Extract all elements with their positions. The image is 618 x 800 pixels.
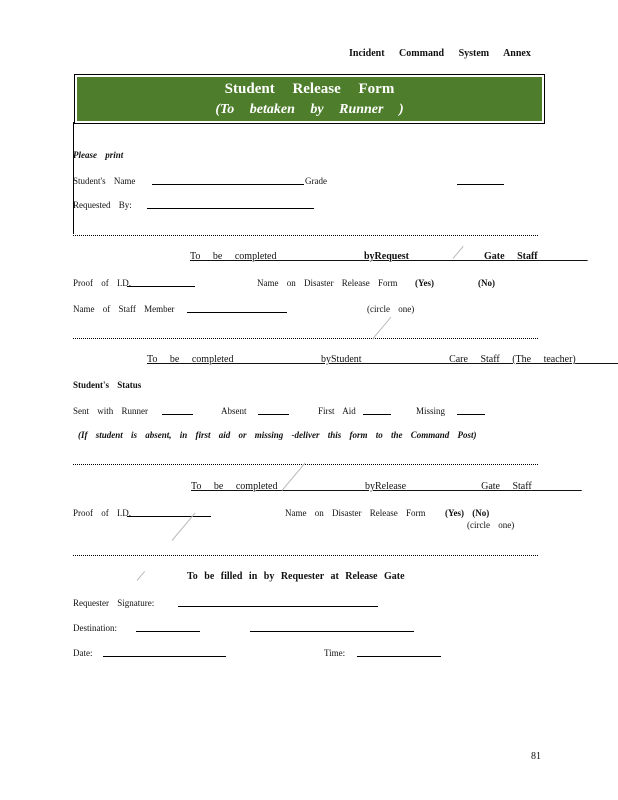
divider-1 [73, 235, 538, 236]
section1-title-c: Gate Staff [484, 251, 538, 262]
section2-title-c: Care Staff (The teacher) [449, 354, 576, 365]
section1-name-on-form-label: Name on Disaster Release Form [257, 278, 398, 288]
please-print-label: Please print [73, 150, 124, 160]
requester-signature-field[interactable] [178, 606, 378, 607]
divider-4 [73, 555, 538, 556]
staff-member-field[interactable] [187, 312, 287, 313]
destination-field-2[interactable] [250, 631, 414, 632]
section1-title-b: byRequest [364, 251, 410, 262]
section1-proof-label: Proof of I.D. [73, 278, 131, 288]
section3-proof-field[interactable] [127, 516, 211, 517]
annex-header: Incident Command System Annex [349, 48, 531, 59]
date-field[interactable] [103, 656, 226, 657]
scan-mark [373, 317, 392, 339]
page-number: 81 [531, 751, 541, 762]
destination-field-1[interactable] [136, 631, 200, 632]
section3-circle-one: (circle one) [467, 520, 515, 530]
sent-with-runner-label: Sent with Runner [73, 406, 148, 416]
section3-proof-label: Proof of I.D. [73, 508, 131, 518]
section1-title [190, 251, 588, 262]
section2-title [147, 354, 618, 365]
section1-yes-option[interactable]: (Yes) [415, 278, 434, 288]
title-banner [74, 74, 545, 124]
section3-title-b: byRelease [365, 481, 407, 492]
divider-3 [73, 464, 538, 465]
requested-by-label: Requested By: [73, 200, 132, 210]
student-name-field[interactable] [152, 184, 304, 185]
section3-title-a: To be completed [191, 481, 278, 492]
time-field[interactable] [357, 656, 441, 657]
section4-title: To be filled in by Requester at Release Gate [187, 571, 405, 582]
time-label: Time: [324, 648, 346, 658]
sent-with-runner-field[interactable] [162, 414, 193, 415]
section1-no-option[interactable]: (No) [478, 278, 495, 288]
first-aid-label: First Aid [318, 406, 356, 416]
divider-2 [73, 338, 538, 339]
section3-title [191, 481, 582, 492]
section2-title-a: To be completed [147, 354, 234, 365]
absent-label: Absent [221, 406, 247, 416]
missing-label: Missing [416, 406, 446, 416]
section3-name-on-form-label: Name on Disaster Release Form [285, 508, 426, 518]
section2-title-b: byStudent [321, 354, 362, 365]
grade-field[interactable] [457, 184, 504, 185]
delivery-note: (If student is absent, in first aid or missing -deliver this form to the Command Post) [78, 430, 477, 440]
scan-mark [137, 571, 145, 581]
destination-label: Destination: [73, 623, 117, 633]
student-name-label: Student's Name [73, 176, 136, 186]
requested-by-field[interactable] [147, 208, 314, 209]
grade-label: Grade [305, 176, 327, 186]
form-title: Student Release Form [224, 81, 395, 97]
absent-field[interactable] [258, 414, 289, 415]
staff-member-label: Name of Staff Member [73, 304, 175, 314]
first-aid-field[interactable] [363, 414, 391, 415]
section1-title-a: To be completed [190, 251, 277, 262]
section1-proof-field[interactable] [127, 286, 195, 287]
date-label: Date: [73, 648, 93, 658]
section1-circle-one: (circle one) [367, 304, 415, 314]
requester-signature-label: Requester Signature: [73, 598, 155, 608]
section3-title-c: Gate Staff [481, 481, 532, 492]
section3-yes-no-options[interactable]: (Yes) (No) [445, 508, 490, 518]
student-status-label: Student's Status [73, 380, 142, 390]
missing-field[interactable] [457, 414, 485, 415]
form-subtitle: (To betaken by Runner ) [215, 102, 404, 117]
